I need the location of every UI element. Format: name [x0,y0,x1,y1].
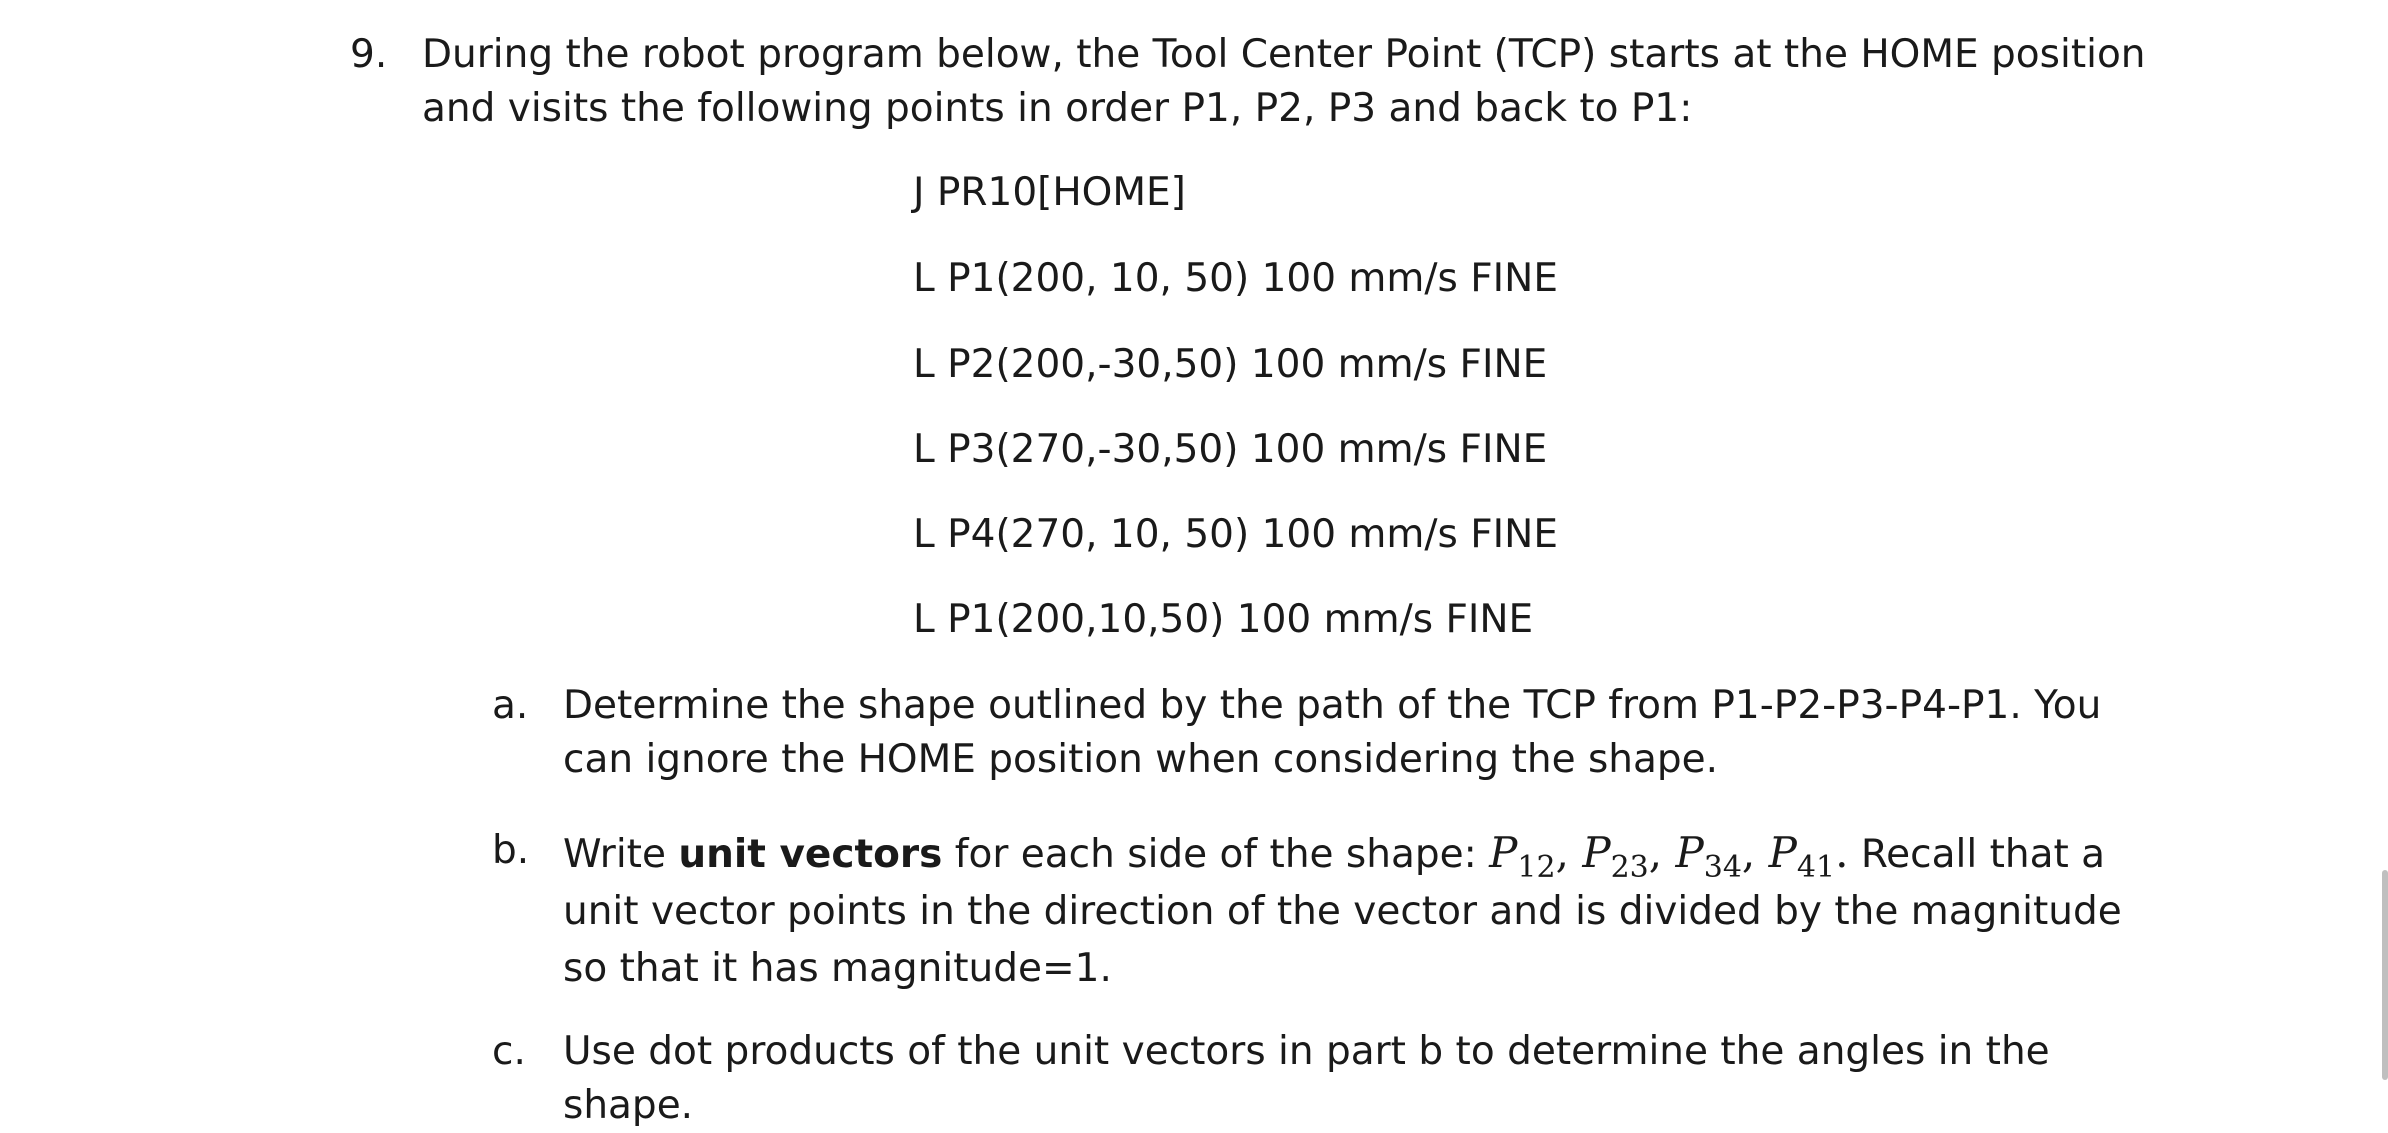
vector-p23: $P_{23}$, [1582,828,1676,885]
program-line: L P1(200,10,50) 100 mm/s FINE [913,597,1534,642]
vector-p12: $P_{12}$, [1489,828,1583,885]
question-number: 9. [350,32,388,77]
question-text: During the robot program below, the Tool Center Point (TCP) starts at the HOME position and visits the following points in order P1, P2, P3 and back to P1: [422,32,2146,131]
vector-p41: $P_{41}$. [1768,828,1849,885]
program-line: L P4(270, 10, 50) 100 mm/s FINE [913,512,1558,557]
part-c-letter: c. [492,1029,526,1074]
part-c-text: Use dot products of the unit vectors in part b to determine the angles in the shape. [563,1029,2050,1128]
program-line: J PR10[HOME] [913,170,1186,215]
part-b-letter: b. [492,828,530,873]
part-b-text [563,824,2123,997]
program-line: L P3(270,-30,50) 100 mm/s FINE [913,427,1548,472]
part-b-bold-term: unit vectors [678,832,943,877]
part-b-prefix: Write [563,832,679,877]
part-b-middle: for each side of the shape: [942,832,1490,877]
part-a-text: Determine the shape outlined by the path of the TCP from P1-P2-P3-P4-P1. You can ignore the HOME position when considering the shape. [563,683,2102,782]
part-a-letter: a. [492,683,529,728]
program-line: L P2(200,-30,50) 100 mm/s FINE [913,342,1548,387]
vector-p34: $P_{34}$, [1675,828,1769,885]
vertical-scrollbar[interactable] [2382,870,2388,1080]
part-b-suffix: Recall that a unit vector points in the direction of the vector and is divided by the magnitude so that it has magnitude=1. [563,832,2122,991]
program-line: L P1(200, 10, 50) 100 mm/s FINE [913,256,1558,301]
